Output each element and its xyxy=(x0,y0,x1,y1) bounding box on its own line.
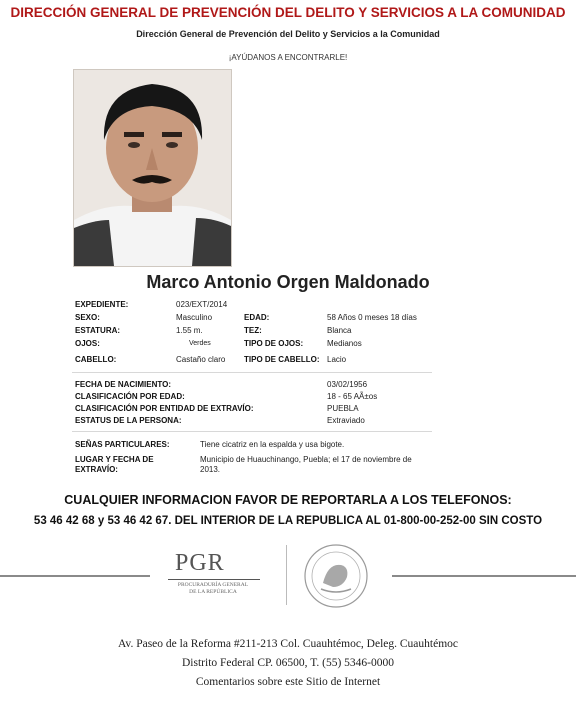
sexo-label: SEXO: xyxy=(75,313,100,322)
estatura-label: ESTATURA: xyxy=(75,326,121,335)
lugar-value: Municipio de Huauchinango, Puebla; el 17 de noviembre de 2013. xyxy=(200,455,412,474)
footer-address: Av. Paseo de la Reforma #211-213 Col. Cuauhtémoc, Deleg. Cuauhtémoc xyxy=(117,638,459,650)
clasif-entidad-value: PUEBLA xyxy=(327,404,359,413)
cabello-value: Castaño claro xyxy=(176,355,226,364)
clasif-edad-label: CLASIFICACIÓN POR EDAD: xyxy=(75,392,185,401)
footer-city-phone: Distrito Federal CP. 06500, T. (55) 5346-0000 xyxy=(182,657,394,669)
clasif-edad-value: 18 - 65 AÃ±os xyxy=(327,392,378,401)
person-photo xyxy=(73,69,232,267)
edad-label: EDAD: xyxy=(244,313,270,322)
national-seal-icon xyxy=(303,543,369,609)
edad-value: 58 Años 0 meses 18 días xyxy=(327,313,417,322)
estatura-value: 1.55 m. xyxy=(176,326,203,335)
ojos-value: Verdes xyxy=(189,340,211,347)
page-title: DIRECCIÓN GENERAL DE PREVENCIÓN DEL DELITO Y SERVICIOS A LA COMUNIDAD xyxy=(10,5,566,20)
sexo-value: Masculino xyxy=(176,313,213,322)
ojos-label: OJOS: xyxy=(75,339,100,348)
senas-value: Tiene cicatriz en la espalda y usa bigote. xyxy=(200,440,345,449)
logo-separator xyxy=(286,545,287,605)
tipo-cabello-value: Lacio xyxy=(327,355,347,364)
report-notice: CUALQUIER INFORMACION FAVOR DE REPORTARLA A LOS TELEFONOS: xyxy=(64,493,512,507)
lugar-label-2: EXTRAVÍO: xyxy=(75,465,118,474)
tipo-ojos-value: Medianos xyxy=(327,339,362,348)
lugar-label-1: LUGAR Y FECHA DE xyxy=(75,455,154,464)
footer-rule-left xyxy=(0,575,150,577)
nacimiento-value: 03/02/1956 xyxy=(327,380,368,389)
clasif-entidad-label: CLASIFICACIÓN POR ENTIDAD DE EXTRAVÍO: xyxy=(75,404,254,413)
help-banner: ¡AYÚDANOS A ENCONTRARLE! xyxy=(228,53,348,62)
tez-value: Blanca xyxy=(327,326,352,335)
expediente-value: 023/EXT/2014 xyxy=(176,300,228,309)
pgr-logo: PGR xyxy=(175,550,225,576)
footer-rule-right xyxy=(392,575,576,577)
tipo-cabello-label: TIPO DE CABELLO: xyxy=(244,355,320,364)
senas-label: SEÑAS PARTICULARES: xyxy=(75,440,170,449)
expediente-label: EXPEDIENTE: xyxy=(75,300,129,309)
footer-comments-link[interactable]: Comentarios sobre este Sitio de Internet xyxy=(195,676,381,688)
estatus-value: Extraviado xyxy=(327,416,365,425)
person-name: Marco Antonio Orgen Maldonado xyxy=(146,272,430,292)
estatus-label: ESTATUS DE LA PERSONA: xyxy=(75,416,182,425)
cabello-label: CABELLO: xyxy=(75,355,117,364)
page-subtitle: Dirección General de Prevención del Delito y Servicios a la Comunidad xyxy=(136,29,440,39)
tipo-ojos-label: TIPO DE OJOS: xyxy=(244,339,304,348)
divider xyxy=(72,372,432,373)
nacimiento-label: FECHA DE NACIMIENTO: xyxy=(75,380,171,389)
divider xyxy=(72,431,432,432)
pgr-logo-caption: PROCURADURÍA GENERAL DE LA REPÚBLICA xyxy=(177,582,249,595)
pgr-logo-rule xyxy=(168,579,260,580)
tez-label: TEZ: xyxy=(244,326,262,335)
report-phones: 53 46 42 68 y 53 46 42 67. DEL INTERIOR DE LA REPUBLICA AL 01-800-00-252-00 SIN COSTO xyxy=(33,515,543,527)
